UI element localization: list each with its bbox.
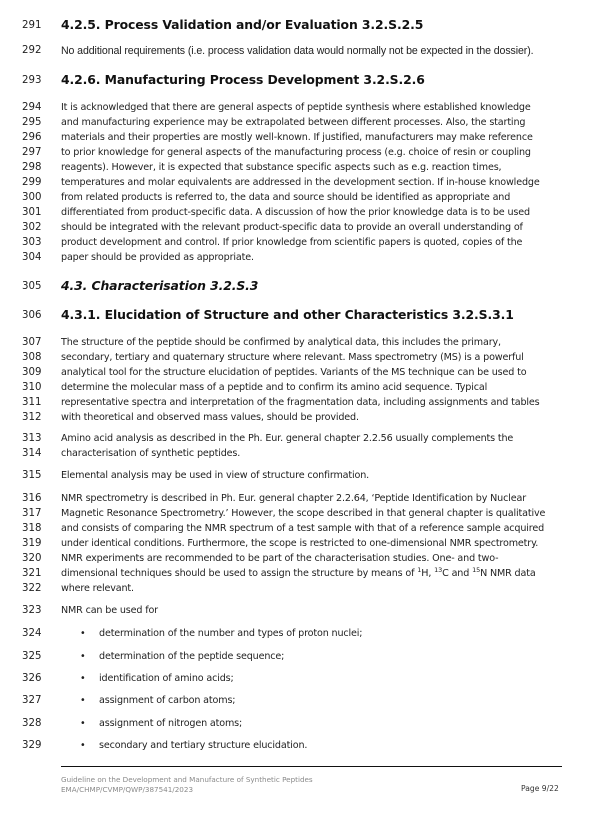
- page-number: Page 9/22: [521, 784, 559, 793]
- bullet-icon: •: [80, 673, 86, 684]
- section-heading: 4.2.6. Manufacturing Process Development 3.2.S.2.6: [61, 72, 425, 87]
- body-text: NMR spectrometry is described in Ph. Eur. general chapter 2.2.64, ‘Peptide Identification by Nuclear: [61, 493, 527, 504]
- bullet-icon: •: [80, 628, 86, 639]
- line-number: 316: [22, 493, 42, 504]
- footer-document-info: [61, 775, 313, 795]
- body-text: and consists of comparing the NMR spectrum of a test sample with that of a reference sample acquired: [61, 523, 545, 534]
- line-number: 312: [22, 412, 42, 423]
- text-fragment: N NMR data: [480, 568, 536, 579]
- list-item: determination of the number and types of proton nuclei;: [99, 628, 363, 639]
- body-text: [61, 568, 536, 579]
- isotope-superscript: 1: [417, 566, 422, 574]
- bullet-icon: •: [80, 695, 86, 706]
- footer-divider: [61, 766, 562, 767]
- body-text: analytical tool for the structure elucidation of peptides. Variants of the MS technique can be used to: [61, 367, 527, 378]
- line-number: 307: [22, 337, 42, 348]
- line-number: 305: [22, 281, 42, 292]
- line-number: 322: [22, 583, 42, 594]
- line-number: 291: [22, 20, 42, 31]
- body-text: where relevant.: [61, 583, 134, 594]
- line-number: 309: [22, 367, 42, 378]
- line-number: 325: [22, 651, 42, 662]
- bullet-icon: •: [80, 740, 86, 751]
- bullet-icon: •: [80, 651, 86, 662]
- line-number: 300: [22, 192, 42, 203]
- line-number: 301: [22, 207, 42, 218]
- footer-reference: EMA/CHMP/CVMP/QWP/387541/2023: [61, 785, 194, 794]
- line-number: 311: [22, 397, 42, 408]
- line-number: 328: [22, 718, 42, 729]
- line-number: 310: [22, 382, 42, 393]
- body-text: Amino acid analysis as described in the Ph. Eur. general chapter 2.2.56 usually complements the: [61, 433, 514, 444]
- body-text: reagents). However, it is expected that substance specific aspects such as e.g. reaction times,: [61, 162, 502, 173]
- body-text: under identical conditions. Furthermore, the scope is restricted to one-dimensional NMR spectrometry.: [61, 538, 539, 549]
- line-number: 298: [22, 162, 42, 173]
- list-item: determination of the peptide sequence;: [99, 651, 285, 662]
- line-number: 293: [22, 75, 42, 86]
- body-text: Elemental analysis may be used in view of structure confirmation.: [61, 470, 370, 481]
- section-heading: 4.3. Characterisation 3.2.S.3: [61, 278, 259, 293]
- line-number: 308: [22, 352, 42, 363]
- list-item: identification of amino acids;: [99, 673, 234, 684]
- line-number: 304: [22, 252, 42, 263]
- list-item: assignment of nitrogen atoms;: [99, 718, 243, 729]
- line-number: 320: [22, 553, 42, 564]
- line-number: 315: [22, 470, 42, 481]
- body-text: determine the molecular mass of a peptide and to confirm its amino acid sequence. Typical: [61, 382, 488, 393]
- body-text: No additional requirements (i.e. process validation data would normally not be expected in the dossier).: [61, 45, 534, 57]
- line-number: 306: [22, 310, 42, 321]
- line-number: 294: [22, 102, 42, 113]
- body-text: NMR experiments are recommended to be part of the characterisation studies. One- and two-: [61, 553, 499, 564]
- line-number: 313: [22, 433, 42, 444]
- line-number: 295: [22, 117, 42, 128]
- line-number: 296: [22, 132, 42, 143]
- body-text: Magnetic Resonance Spectrometry.’ However, the scope described in that general chapter is qualitative: [61, 508, 546, 519]
- line-number: 321: [22, 568, 42, 579]
- body-text: differentiated from product-specific data. A discussion of how the prior knowledge data is to be used: [61, 207, 530, 218]
- body-text: materials and their properties are mostly well-known. If justified, manufacturers may make reference: [61, 132, 533, 143]
- body-text: to prior knowledge for general aspects of the manufacturing process (e.g. choice of resin or coupling: [61, 147, 531, 158]
- list-item: secondary and tertiary structure elucidation.: [99, 740, 308, 751]
- body-text: The structure of the peptide should be confirmed by analytical data, this includes the primary,: [61, 337, 501, 348]
- body-text: characterisation of synthetic peptides.: [61, 448, 241, 459]
- text-fragment: H,: [421, 568, 435, 579]
- body-text: paper should be provided as appropriate.: [61, 252, 254, 263]
- body-text: temperatures and molar equivalents are addressed in the development section. If in-house knowledge: [61, 177, 540, 188]
- line-number: 319: [22, 538, 42, 549]
- text-fragment: dimensional techniques should be used to assign the structure by means of: [61, 568, 418, 579]
- body-text: from related products is referred to, the data and source should be identified as appropriate and: [61, 192, 511, 203]
- line-number: 326: [22, 673, 42, 684]
- section-heading: 4.3.1. Elucidation of Structure and other Characteristics 3.2.S.3.1: [61, 307, 514, 322]
- body-text: should be integrated with the relevant product-specific data to provide an overall understanding of: [61, 222, 523, 233]
- line-number: 318: [22, 523, 42, 534]
- line-number: 329: [22, 740, 42, 751]
- line-number: 297: [22, 147, 42, 158]
- body-text: It is acknowledged that there are general aspects of peptide synthesis where established knowledge: [61, 102, 531, 113]
- footer-title: Guideline on the Development and Manufacture of Synthetic Peptides: [61, 775, 313, 784]
- line-number: 327: [22, 695, 42, 706]
- isotope-superscript: 15: [472, 566, 481, 574]
- isotope-superscript: 13: [434, 566, 443, 574]
- text-fragment: C and: [442, 568, 473, 579]
- line-number: 303: [22, 237, 42, 248]
- line-number: 299: [22, 177, 42, 188]
- bullet-icon: •: [80, 718, 86, 729]
- line-number: 324: [22, 628, 42, 639]
- body-text: product development and control. If prior knowledge from scientific papers is quoted, copies of the: [61, 237, 523, 248]
- body-text: with theoretical and observed mass values, should be provided.: [61, 412, 359, 423]
- line-number: 292: [22, 45, 42, 56]
- body-text: secondary, tertiary and quaternary structure where relevant. Mass spectrometry (MS) is a powerful: [61, 352, 524, 363]
- body-text: NMR can be used for: [61, 605, 158, 616]
- list-item: assignment of carbon atoms;: [99, 695, 236, 706]
- line-number: 314: [22, 448, 42, 459]
- body-text: and manufacturing experience may be extrapolated between different processes. Also, the starting: [61, 117, 526, 128]
- line-number: 302: [22, 222, 42, 233]
- body-text: representative spectra and interpretation of the fragmentation data, including assignments and tables: [61, 397, 540, 408]
- line-number: 317: [22, 508, 42, 519]
- section-heading: 4.2.5. Process Validation and/or Evaluation 3.2.S.2.5: [61, 17, 424, 32]
- line-number: 323: [22, 605, 42, 616]
